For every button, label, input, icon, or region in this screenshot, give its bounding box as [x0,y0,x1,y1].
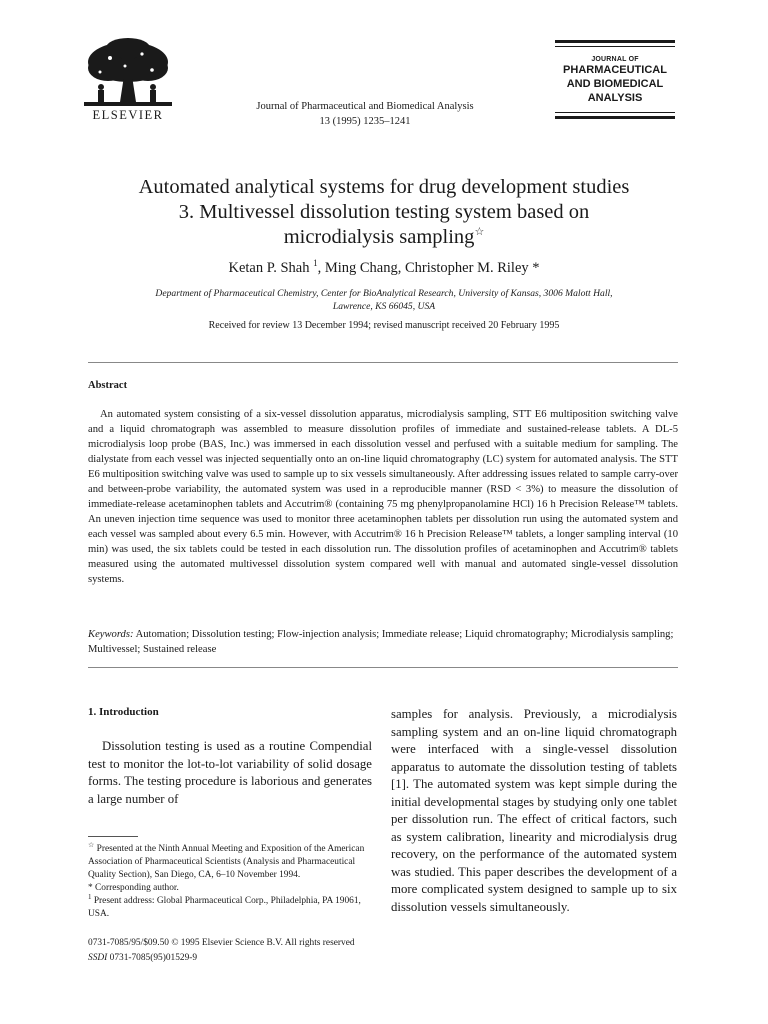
footnote-address [88,892,372,921]
left-column [88,706,372,921]
other-authors: , Ming Chang, Christopher M. Riley * [317,260,540,276]
divider-top [88,362,678,363]
masthead-small: JOURNAL OF [591,56,639,63]
intro-paragraph-right: samples for analysis. Previously, a microdialysis sampling system and an on-line liquid chromatograph were interfaced with a single-vessel dissolution apparatus to automate the dissolution testing of tablets [1]. The automated system was kept simple during the initial developmental stages by studying only one tablet per dissolution run. The effect of critical factors, such as system calibration, linearity and microdialysis drug recovery, on the performance of the automated system was studied. This paper describes the development of a more complicated system designed to sample up to six dissolution vessels simultaneously. [391,707,677,914]
footnote-one: 1 [88,892,92,901]
affiliation-line-2: Lawrence, KS 66045, USA [332,301,436,312]
masthead-line3: ANALYSIS [587,92,643,104]
masthead-line1: PHARMACEUTICAL [563,64,667,76]
footnote-star: ☆ [88,840,95,849]
keywords-text: Automation; Dissolution testing; Flow-injection analysis; Immediate release; Liquid chromatography; Microdialysis sampling; Multivessel; Sustained release [88,629,674,655]
volume-pages: 13 (1995) 1235–1241 [319,116,411,127]
copyright-block [88,936,678,966]
ssdi-line [88,951,678,966]
abstract-body: An automated system consisting of a six-vessel dissolution apparatus, microdialysis sampling, STT E6 multiposition switching valve and a liquid chromatograph was assembled to measure dissolution profiles of immediate and sustained-release tablets. A DL-5 microdialysis loop probe (BAS, Inc.) was immersed in each dissolution vessel and perfused with a suitable medium for sampling. The dialystate from each vessel was injected sequentially onto an on-line liquid chromatography (LC) system for automated analysis. The STT E6 multiposition switching valve was used to sample up to six vessels simultaneously. After addressing issues related to sample carry-over and between-probe variability, the automated system was used in a reproducible manner (RSD < 3%) to measure the dissolution of immediate-release acetaminophen tablets and Accutrim® (containing 75 mg phenylpropanolamine HCl) 16 h Precision Release™ tablets. An uneven injection time sequence was used to monitor three acetaminophen tablets per dissolution run using the automated system and each vessel was sampled about every 6.5 min. However, with Accutrim® 16 h Precision Release™ tablets, a longer sampling interval (10 min) was used, the six tablets could be tested in each dissolution run. The dissolution profiles of acetaminophen and Accutrim® tablets measured using the automated multivessel dissolution system compared well with manual and automated single-vessel dissolution systems. [88,409,678,585]
intro-paragraph-left: Dissolution testing is used as a routine Compendial test to monitor the lot-to-lot variability of solid dosage forms. The testing procedure is laborious and generates a large number of [88,739,372,806]
ssdi-number: 0731-7085(95)01529-9 [107,953,198,963]
journal-masthead-box [555,40,675,119]
title-line-2: 3. Multivessel dissolution testing system based on [178,201,590,223]
section-heading-introduction: 1. Introduction [88,706,159,718]
footnote-rule [88,836,138,837]
ssdi-label: SSDI [88,953,108,963]
keywords [88,627,678,657]
journal-title-line: Journal of Pharmaceutical and Biomedical Analysis [256,101,474,112]
affiliation-line-1: Department of Pharmaceutical Chemistry, Center for BioAnalytical Research, University of Kansas, 3006 Malott Hall, [155,288,613,299]
author-list [60,260,708,277]
title-footnote-star: ☆ [474,226,485,239]
right-column [391,706,677,916]
divider-bottom [88,667,678,668]
author-1-mark: 1 [313,258,318,269]
footnote-address-text: Present address: Global Pharmaceutical Corp., Philadelphia, PA 19061, USA. [88,896,361,919]
article-title [60,175,708,250]
footnote-corresponding: * Corresponding author. [88,883,179,893]
masthead-rule-bottom-thin [555,112,675,113]
abstract-heading: Abstract [88,380,128,391]
masthead-rule-top [555,40,675,43]
journal-citation [200,99,530,129]
footnote-presented [88,840,372,882]
author-1: Ketan P. Shah [228,260,310,276]
masthead-rule-top-thin [555,46,675,47]
keywords-label: Keywords: [88,629,134,640]
affiliation [88,287,680,313]
title-line-3-text: microdialysis sampling [283,226,475,248]
received-dates: Received for review 13 December 1994; revised manuscript received 20 February 1995 [208,320,560,331]
copyright-line: 0731-7085/95/$09.50 © 1995 Elsevier Science B.V. All rights reserved [88,938,355,948]
masthead-line2: AND BIOMEDICAL [566,78,664,90]
title-line-1: Automated analytical systems for drug development studies [138,176,630,198]
masthead-rule-bottom [555,116,675,119]
title-line-3 [60,225,708,250]
footnote-presented-text: Presented at the Ninth Annual Meeting and Exposition of the American Association of Pharmaceutical Scientists (Analysis and Pharmaceutical Quality Section), San Diego, CA, 6–10 November 1994. [88,844,365,880]
publisher-name: ELSEVIER [92,108,164,122]
